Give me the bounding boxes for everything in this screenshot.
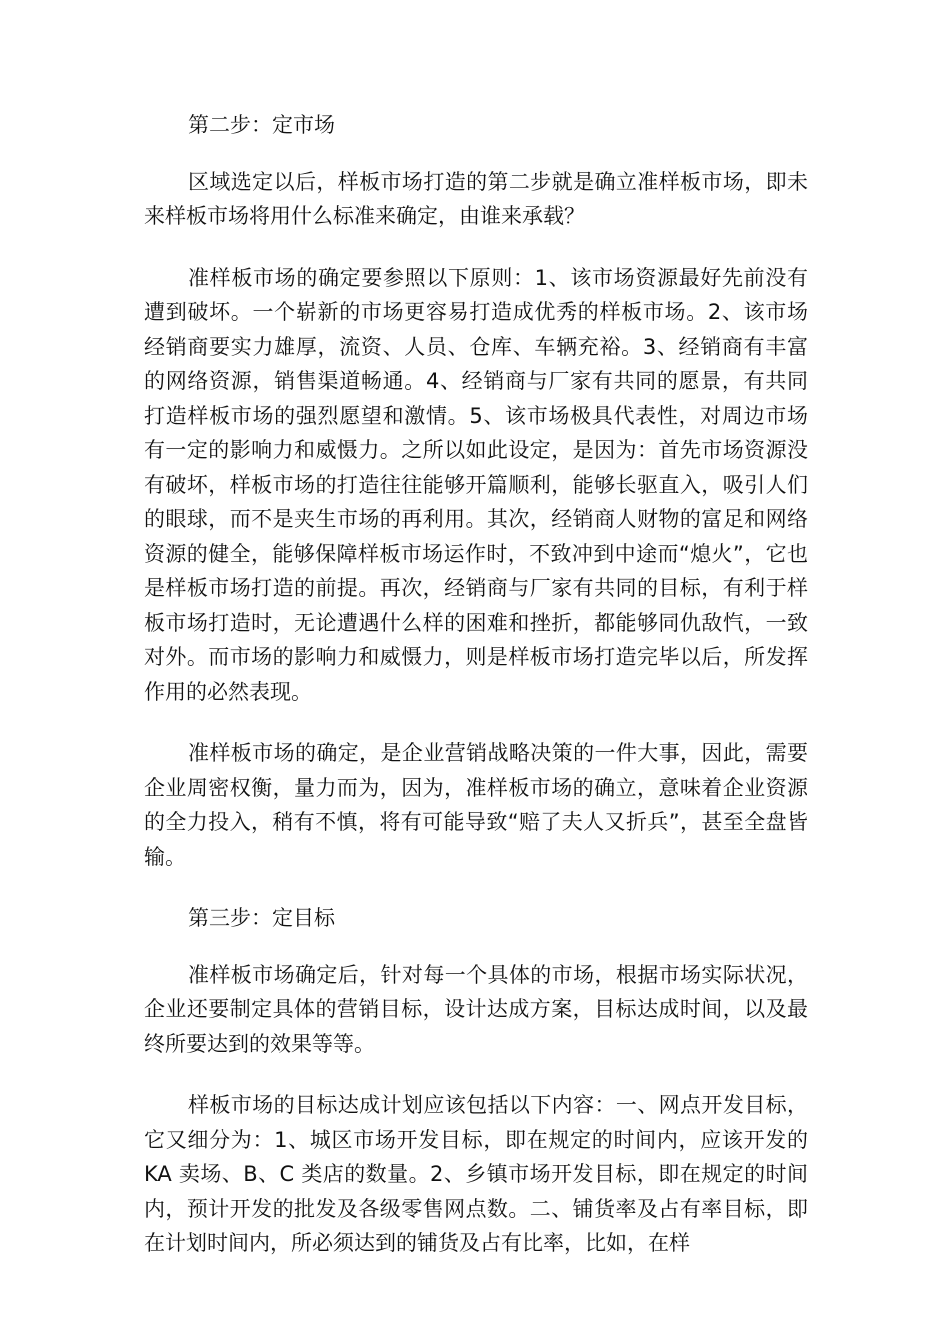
paragraph-set-targets: 准样板市场确定后，针对每一个具体的市场，根据市场实际状况，企业还要制定具体的营销目标，设计达成方案，目标达成时间，以及最终所要达到的效果等等。 bbox=[144, 962, 808, 1056]
step-two-heading: 第二步：定市场 bbox=[188, 113, 335, 137]
paragraph-strategic-decision: 准样板市场的确定，是企业营销战略决策的一件大事，因此，需要企业周密权衡，量力而为，因为，准样板市场的确立，意味着企业资源的全力投入，稍有不慎，将有可能导致“赔了夫人又折兵”，甚至全盘皆输。 bbox=[144, 741, 808, 869]
paragraph-selection-principles: 准样板市场的确定要参照以下原则：1、该市场资源最好先前没有遭到破坏。一个崭新的市场更容易打造成优秀的样板市场。2、该市场经销商要实力雄厚，流资、人员、仓库、车辆充裕。3、经销商有丰富的网络资源，销售渠道畅通。4、经销商与厂家有共同的愿景，有共同打造样板市场的强烈愿望和激情。5、该市场极具代表性，对周边市场有一定的影响力和威慑力。之所以如此设定，是因为：首先市场资源没有破坏，样板市场的打造往往能够开篇顺利，能够长驱直入，吸引人们的眼球，而不是夹生市场的再利用。其次，经销商人财物的富足和网络资源的健全，能够保障样板市场运作时，不致冲到中途而“熄火”，它也是样板市场打造的前提。再次，经销商与厂家有共同的目标，有利于样板市场打造时，无论遭遇什么样的困难和挫折，都能够同仇敌忾，一致对外。而市场的影响力和威慑力，则是样板市场打造完毕以后，所发挥作用的必然表现。 bbox=[144, 265, 808, 704]
paragraph-region-selected: 区域选定以后，样板市场打造的第二步就是确立准样板市场，即未来样板市场将用什么标准来确定，由谁来承载？ bbox=[144, 169, 808, 228]
paragraph-target-plan-contents: 样板市场的目标达成计划应该包括以下内容：一、网点开发目标，它又细分为：1、城区市场开发目标，即在规定的时间内，应该开发的 KA 卖场、B、C 类店的数量。2、乡镇市场开发目标，即在规定的时间内，预计开发的批发及各级零售网点数。二、铺货率及占有率目标，即在计划时间内，所必须达到的铺货及占有比率，比如，在样 bbox=[144, 1093, 808, 1255]
step-three-heading: 第三步：定目标 bbox=[188, 906, 335, 930]
